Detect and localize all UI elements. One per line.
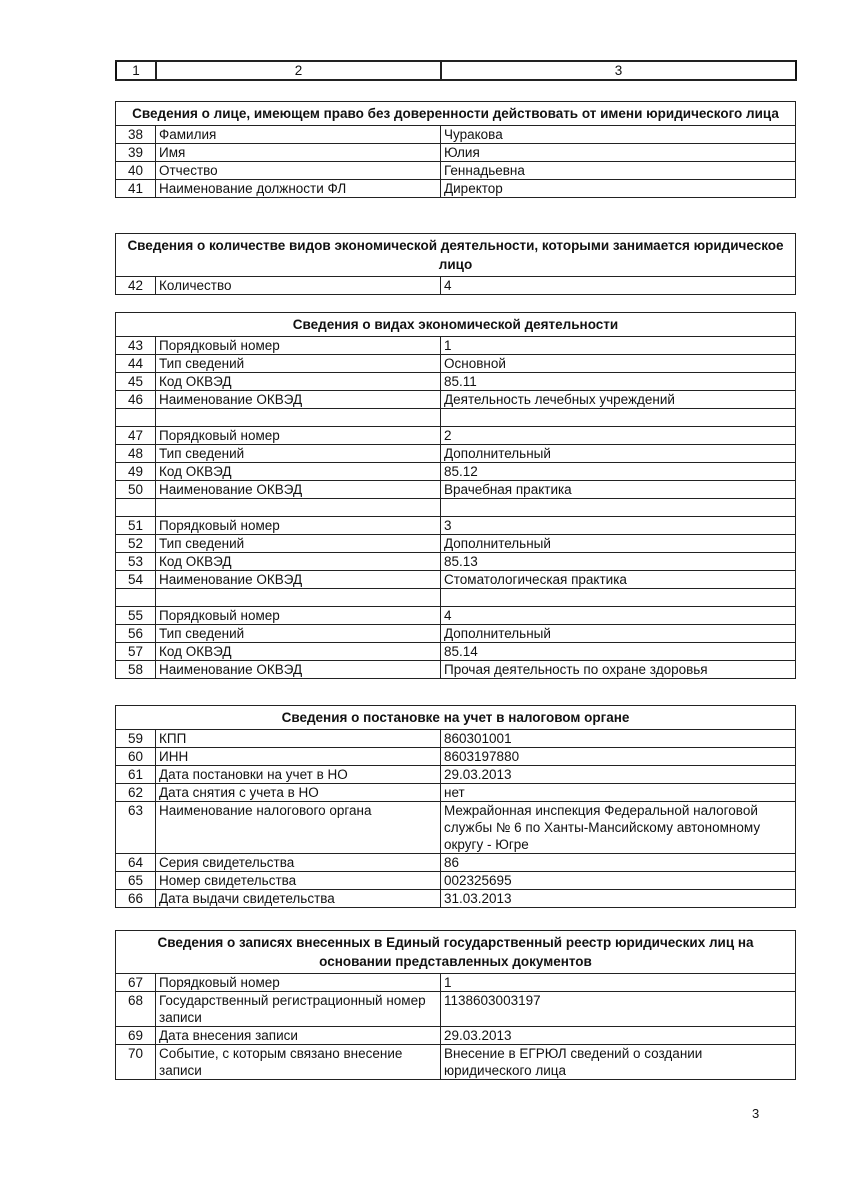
- row-number: 67: [116, 974, 156, 992]
- empty-cell: [116, 499, 156, 517]
- field-label: Код ОКВЭД: [156, 553, 441, 571]
- field-label: Отчество: [156, 162, 441, 180]
- field-value: Юлия: [441, 144, 796, 162]
- row-number: 43: [116, 337, 156, 355]
- field-value: Врачебная практика: [441, 481, 796, 499]
- row-number: 41: [116, 180, 156, 198]
- field-value: Чуракова: [441, 126, 796, 144]
- field-label: Дата постановки на учет в НО: [156, 766, 441, 784]
- empty-cell: [116, 409, 156, 427]
- section-activity-count: [115, 233, 796, 295]
- row-number: 45: [116, 373, 156, 391]
- table-row: [116, 162, 796, 180]
- row-number: 68: [116, 992, 156, 1027]
- empty-cell: [156, 499, 441, 517]
- field-label: Дата снятия с учета в НО: [156, 784, 441, 802]
- field-label: Порядковый номер: [156, 607, 441, 625]
- table-row: [116, 661, 796, 679]
- section-title: Сведения о записях внесенных в Единый государственный реестр юридических лиц на основании представленных документов: [116, 931, 796, 974]
- field-label: Фамилия: [156, 126, 441, 144]
- spacer-row: [116, 589, 796, 607]
- field-label: Код ОКВЭД: [156, 373, 441, 391]
- empty-cell: [116, 589, 156, 607]
- row-number: 70: [116, 1045, 156, 1080]
- row-number: 54: [116, 571, 156, 589]
- table-row: [116, 481, 796, 499]
- table-row: [116, 553, 796, 571]
- table-row: [116, 391, 796, 409]
- table-row: [116, 1027, 796, 1045]
- row-number: 48: [116, 445, 156, 463]
- row-number: 56: [116, 625, 156, 643]
- row-number: 44: [116, 355, 156, 373]
- field-label: Номер свидетельства: [156, 872, 441, 890]
- column-number-header: [115, 60, 797, 81]
- empty-cell: [441, 589, 796, 607]
- field-value: 1: [441, 974, 796, 992]
- field-value: 85.14: [441, 643, 796, 661]
- field-value: Основной: [441, 355, 796, 373]
- row-number: 51: [116, 517, 156, 535]
- field-value: Дополнительный: [441, 445, 796, 463]
- field-value: 4: [441, 607, 796, 625]
- section-activities: [115, 312, 796, 679]
- spacer-row: [116, 409, 796, 427]
- table-row: [116, 535, 796, 553]
- row-number: 53: [116, 553, 156, 571]
- section-tax: [115, 705, 796, 908]
- field-value: Внесение в ЕГРЮЛ сведений о создании юридического лица: [441, 1045, 796, 1080]
- field-label: Порядковый номер: [156, 427, 441, 445]
- empty-cell: [156, 409, 441, 427]
- table-row: [116, 277, 796, 295]
- section-egrul: [115, 930, 796, 1080]
- section-title: Сведения о постановке на учет в налоговом органе: [116, 706, 796, 730]
- field-label: Наименование ОКВЭД: [156, 571, 441, 589]
- row-number: 50: [116, 481, 156, 499]
- field-label: Наименование налогового органа: [156, 802, 441, 854]
- table-row: [116, 625, 796, 643]
- field-value: Межрайонная инспекция Федеральной налоговой службы № 6 по Ханты-Мансийскому автономному округу - Югре: [441, 802, 796, 854]
- table-row: [116, 571, 796, 589]
- field-value: 31.03.2013: [441, 890, 796, 908]
- column-number-3: 3: [441, 61, 796, 80]
- table-row: [116, 1045, 796, 1080]
- row-number: 61: [116, 766, 156, 784]
- column-number-2: 2: [156, 61, 441, 80]
- field-value: Прочая деятельность по охране здоровья: [441, 661, 796, 679]
- row-number: 59: [116, 730, 156, 748]
- empty-cell: [441, 409, 796, 427]
- row-number: 58: [116, 661, 156, 679]
- field-value: 860301001: [441, 730, 796, 748]
- field-value: 85.12: [441, 463, 796, 481]
- field-value: 3: [441, 517, 796, 535]
- table-row: [116, 730, 796, 748]
- field-value: Дополнительный: [441, 625, 796, 643]
- field-label: Наименование ОКВЭД: [156, 481, 441, 499]
- field-label: Серия свидетельства: [156, 854, 441, 872]
- column-number-1: 1: [116, 61, 156, 80]
- table-row: [116, 607, 796, 625]
- table-row: [116, 974, 796, 992]
- field-label: Дата выдачи свидетельства: [156, 890, 441, 908]
- field-value: Деятельность лечебных учреждений: [441, 391, 796, 409]
- section-manager: [115, 101, 796, 198]
- field-label: Тип сведений: [156, 355, 441, 373]
- field-value: 002325695: [441, 872, 796, 890]
- table-row: [116, 463, 796, 481]
- table-row: [116, 802, 796, 854]
- field-label: Наименование ОКВЭД: [156, 661, 441, 679]
- field-label: Порядковый номер: [156, 337, 441, 355]
- row-number: 47: [116, 427, 156, 445]
- table-row: [116, 337, 796, 355]
- field-label: Порядковый номер: [156, 974, 441, 992]
- field-value: 4: [441, 277, 796, 295]
- table-row: [116, 784, 796, 802]
- table-row: [116, 373, 796, 391]
- row-number: 38: [116, 126, 156, 144]
- field-label: Тип сведений: [156, 535, 441, 553]
- table-row: [116, 427, 796, 445]
- table-row: [116, 748, 796, 766]
- field-value: нет: [441, 784, 796, 802]
- field-label: Наименование ОКВЭД: [156, 391, 441, 409]
- section-title: Сведения о лице, имеющем право без доверенности действовать от имени юридического лица: [116, 102, 796, 126]
- table-row: [116, 872, 796, 890]
- row-number: 64: [116, 854, 156, 872]
- row-number: 49: [116, 463, 156, 481]
- table-row: [116, 355, 796, 373]
- field-label: Тип сведений: [156, 625, 441, 643]
- row-number: 55: [116, 607, 156, 625]
- table-row: [116, 766, 796, 784]
- table-row: [116, 445, 796, 463]
- field-value: 85.13: [441, 553, 796, 571]
- row-number: 69: [116, 1027, 156, 1045]
- row-number: 66: [116, 890, 156, 908]
- table-row: [116, 126, 796, 144]
- field-value: Стоматологическая практика: [441, 571, 796, 589]
- row-number: 65: [116, 872, 156, 890]
- field-label: Имя: [156, 144, 441, 162]
- table-row: [116, 144, 796, 162]
- field-label: Государственный регистрационный номер записи: [156, 992, 441, 1027]
- field-value: 8603197880: [441, 748, 796, 766]
- field-label: Код ОКВЭД: [156, 463, 441, 481]
- row-number: 52: [116, 535, 156, 553]
- field-label: КПП: [156, 730, 441, 748]
- section-title: Сведения о количестве видов экономической деятельности, которыми занимается юридическое лицо: [116, 234, 796, 277]
- field-label: Тип сведений: [156, 445, 441, 463]
- field-value: Директор: [441, 180, 796, 198]
- row-number: 40: [116, 162, 156, 180]
- table-row: [116, 180, 796, 198]
- spacer-row: [116, 499, 796, 517]
- field-label: ИНН: [156, 748, 441, 766]
- field-label: Событие, с которым связано внесение записи: [156, 1045, 441, 1080]
- empty-cell: [441, 499, 796, 517]
- empty-cell: [156, 589, 441, 607]
- row-number: 62: [116, 784, 156, 802]
- field-value: 2: [441, 427, 796, 445]
- field-label: Порядковый номер: [156, 517, 441, 535]
- table-row: [116, 992, 796, 1027]
- field-value: 85.11: [441, 373, 796, 391]
- field-value: Дополнительный: [441, 535, 796, 553]
- field-label: Количество: [156, 277, 441, 295]
- field-value: 1: [441, 337, 796, 355]
- row-number: 60: [116, 748, 156, 766]
- page-number: 3: [752, 1106, 760, 1121]
- table-row: [116, 890, 796, 908]
- row-number: 46: [116, 391, 156, 409]
- row-number: 63: [116, 802, 156, 854]
- row-number: 42: [116, 277, 156, 295]
- row-number: 39: [116, 144, 156, 162]
- field-label: Дата внесения записи: [156, 1027, 441, 1045]
- field-value: 29.03.2013: [441, 1027, 796, 1045]
- field-value: 1138603003197: [441, 992, 796, 1027]
- row-number: 57: [116, 643, 156, 661]
- table-row: [116, 854, 796, 872]
- table-row: [116, 517, 796, 535]
- table-row: [116, 643, 796, 661]
- field-value: Геннадьевна: [441, 162, 796, 180]
- section-title: Сведения о видах экономической деятельности: [116, 313, 796, 337]
- field-label: Наименование должности ФЛ: [156, 180, 441, 198]
- field-label: Код ОКВЭД: [156, 643, 441, 661]
- field-value: 86: [441, 854, 796, 872]
- field-value: 29.03.2013: [441, 766, 796, 784]
